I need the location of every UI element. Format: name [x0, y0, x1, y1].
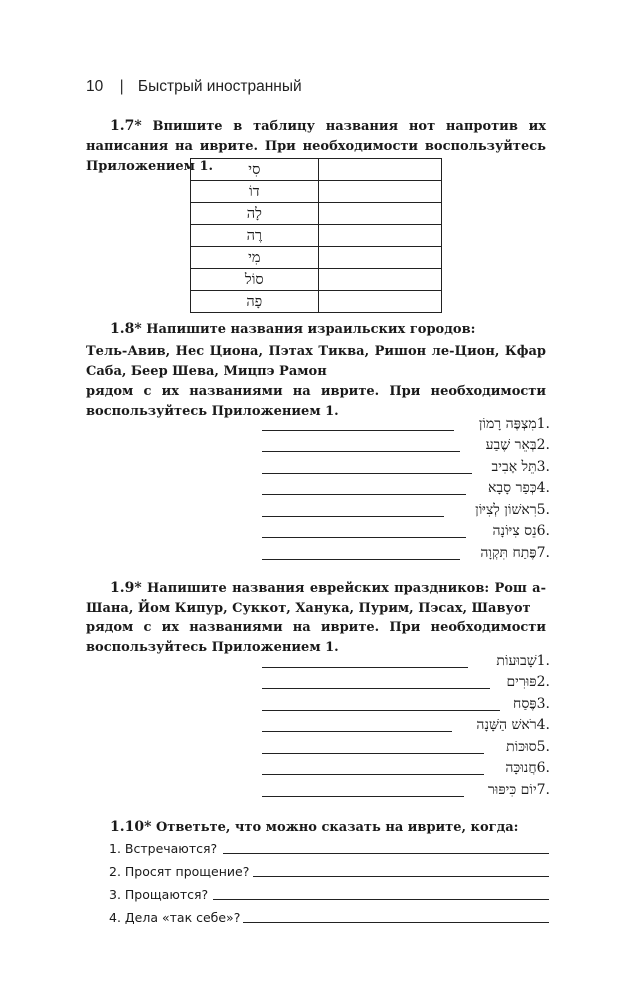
item-number: 2. — [536, 437, 550, 453]
city-hebrew: מִצְפֶּה רָמוֹן — [478, 415, 537, 432]
list-item — [262, 435, 550, 457]
table-row — [191, 225, 442, 247]
question-row — [109, 859, 549, 883]
running-title: Быстрый иностранный — [137, 78, 302, 95]
item-number: 1. — [536, 652, 550, 669]
note-hebrew: לָה — [191, 203, 319, 225]
holiday-hebrew: פּוּרִים — [506, 674, 537, 690]
exercise-1-10-instruction — [86, 817, 546, 838]
cities-answer-list — [262, 413, 550, 564]
note-answer-cell[interactable] — [318, 269, 441, 291]
answer-line[interactable] — [243, 922, 549, 923]
table-row — [191, 269, 442, 291]
exercise-1-10-text: Ответьте, что можно сказать на иврите, когда: — [155, 820, 519, 835]
city-hebrew: רִאשׁוֹן לְצִיּוֹן — [475, 501, 537, 518]
note-answer-cell[interactable] — [318, 247, 441, 269]
list-item — [262, 672, 550, 694]
item-number: 2. — [536, 674, 550, 690]
answer-line[interactable] — [262, 473, 472, 474]
list-item — [262, 413, 550, 435]
exercise-1-9-number: 1.9* — [110, 580, 142, 596]
question-label: 1. Встречаются? — [109, 841, 218, 856]
city-hebrew: כְּפַר סָבָא — [488, 480, 537, 496]
exercise-1-8-number: 1.8* — [110, 321, 142, 337]
list-item — [262, 499, 550, 521]
list-item — [262, 693, 550, 715]
answer-line[interactable] — [262, 430, 454, 431]
exercise-1-9-text: Напишите названия еврейских праздников: Рош а-Шана, Йом Кипур, Суккот, Ханука, Пурим, Пэсах, Шавуот — [86, 581, 546, 616]
answer-line[interactable] — [262, 731, 452, 732]
item-number: 1. — [536, 415, 550, 432]
item-number: 5. — [536, 501, 550, 518]
answer-line[interactable] — [262, 710, 500, 711]
table-row — [191, 291, 442, 313]
note-hebrew: סוֹל — [191, 269, 319, 291]
question-label: 2. Просят прощение? — [109, 864, 250, 879]
item-number: 5. — [536, 738, 550, 755]
holiday-hebrew: שָׁבוּעוֹת — [496, 652, 537, 669]
list-item — [262, 456, 550, 478]
note-answer-cell[interactable] — [318, 291, 441, 313]
city-hebrew: נֵס צִיּוֹנָה — [492, 523, 537, 539]
note-answer-cell[interactable] — [318, 159, 441, 181]
list-item — [262, 758, 550, 780]
holidays-answer-list — [262, 650, 550, 801]
exercise-1-8-instruction — [86, 319, 546, 340]
item-number: 7. — [536, 544, 550, 561]
notes-table — [190, 158, 442, 313]
answer-line[interactable] — [262, 753, 484, 754]
question-row — [109, 882, 549, 906]
item-number: 6. — [536, 523, 550, 539]
answer-line[interactable] — [262, 451, 460, 452]
list-item — [262, 650, 550, 672]
city-hebrew: בְּאֵר שֶׁבַע — [485, 437, 537, 453]
note-hebrew: סִי — [191, 159, 319, 181]
list-item — [262, 521, 550, 543]
answer-line[interactable] — [262, 688, 490, 689]
answer-line[interactable] — [262, 796, 464, 797]
answer-line[interactable] — [253, 876, 549, 877]
list-item — [262, 478, 550, 500]
exercise-1-9-tail: рядом с их названиями на иврите. При необходимости воспользуйтесь Приложением 1. — [86, 620, 546, 655]
exercise-1-10-number: 1.10* — [110, 819, 152, 835]
holiday-hebrew: פֶּסַח — [513, 695, 537, 712]
table-row — [191, 203, 442, 225]
city-hebrew: פֶּתַח תִּקְוָה — [480, 544, 537, 561]
table-row — [191, 181, 442, 203]
answer-line[interactable] — [262, 537, 466, 538]
answer-line[interactable] — [213, 899, 549, 900]
item-number: 7. — [536, 781, 550, 798]
answer-line[interactable] — [262, 516, 444, 517]
holiday-hebrew: רֹאשׁ הַשָּׁנָה — [476, 717, 537, 733]
answer-line[interactable] — [262, 494, 466, 495]
holiday-hebrew: סוּכּוֹת — [506, 738, 537, 755]
answer-line[interactable] — [262, 559, 460, 560]
question-row — [109, 836, 549, 860]
holiday-hebrew: יוֹם כִּיפּוּר — [487, 781, 537, 798]
page-number: 10 — [86, 78, 104, 95]
exercise-1-8-cities: Тель-Авив, Нес Циона, Пэтах Тиква, Ришон ле-Цион, Кфар Саба, Беер Шева, Мицпэ Рамон — [86, 344, 546, 379]
note-hebrew: פָה — [191, 291, 319, 313]
item-number: 3. — [536, 458, 550, 475]
answer-line[interactable] — [262, 667, 468, 668]
note-hebrew: רֶה — [191, 225, 319, 247]
answer-line[interactable] — [262, 774, 484, 775]
city-hebrew: תֵּל אָבִיב — [491, 458, 537, 475]
item-number: 4. — [536, 480, 550, 496]
question-label: 4. Дела «так себе»? — [109, 910, 241, 925]
exercise-1-9-instruction — [86, 578, 546, 619]
item-number: 4. — [536, 717, 550, 733]
exercise-1-8-text: Напишите названия израильских городов: — [146, 322, 476, 337]
note-answer-cell[interactable] — [318, 203, 441, 225]
exercise-1-8-tail: рядом с их названиями на иврите. При необходимости воспользуйтесь Приложением 1. — [86, 384, 546, 419]
holiday-hebrew: חֲנוּכָּה — [505, 760, 537, 776]
note-answer-cell[interactable] — [318, 225, 441, 247]
running-header — [86, 78, 302, 96]
exercise-1-7-text: Впишите в таблицу названия нот напротив их написания на иврите. При необходимости воспользуйтесь Приложением 1. — [86, 119, 547, 174]
question-row — [109, 905, 549, 929]
list-item — [262, 736, 550, 758]
exercise-1-7-number: 1.7* — [110, 118, 142, 134]
note-hebrew: דוֹ — [191, 181, 319, 203]
item-number: 6. — [536, 760, 550, 776]
list-item — [262, 715, 550, 737]
item-number: 3. — [536, 695, 550, 712]
list-item — [262, 542, 550, 564]
list-item — [262, 779, 550, 801]
answer-line[interactable] — [223, 853, 549, 854]
note-answer-cell[interactable] — [318, 181, 441, 203]
header-separator: | — [119, 78, 124, 95]
note-hebrew: מִי — [191, 247, 319, 269]
table-row — [191, 159, 442, 181]
question-label: 3. Прощаются? — [109, 887, 209, 902]
table-row — [191, 247, 442, 269]
